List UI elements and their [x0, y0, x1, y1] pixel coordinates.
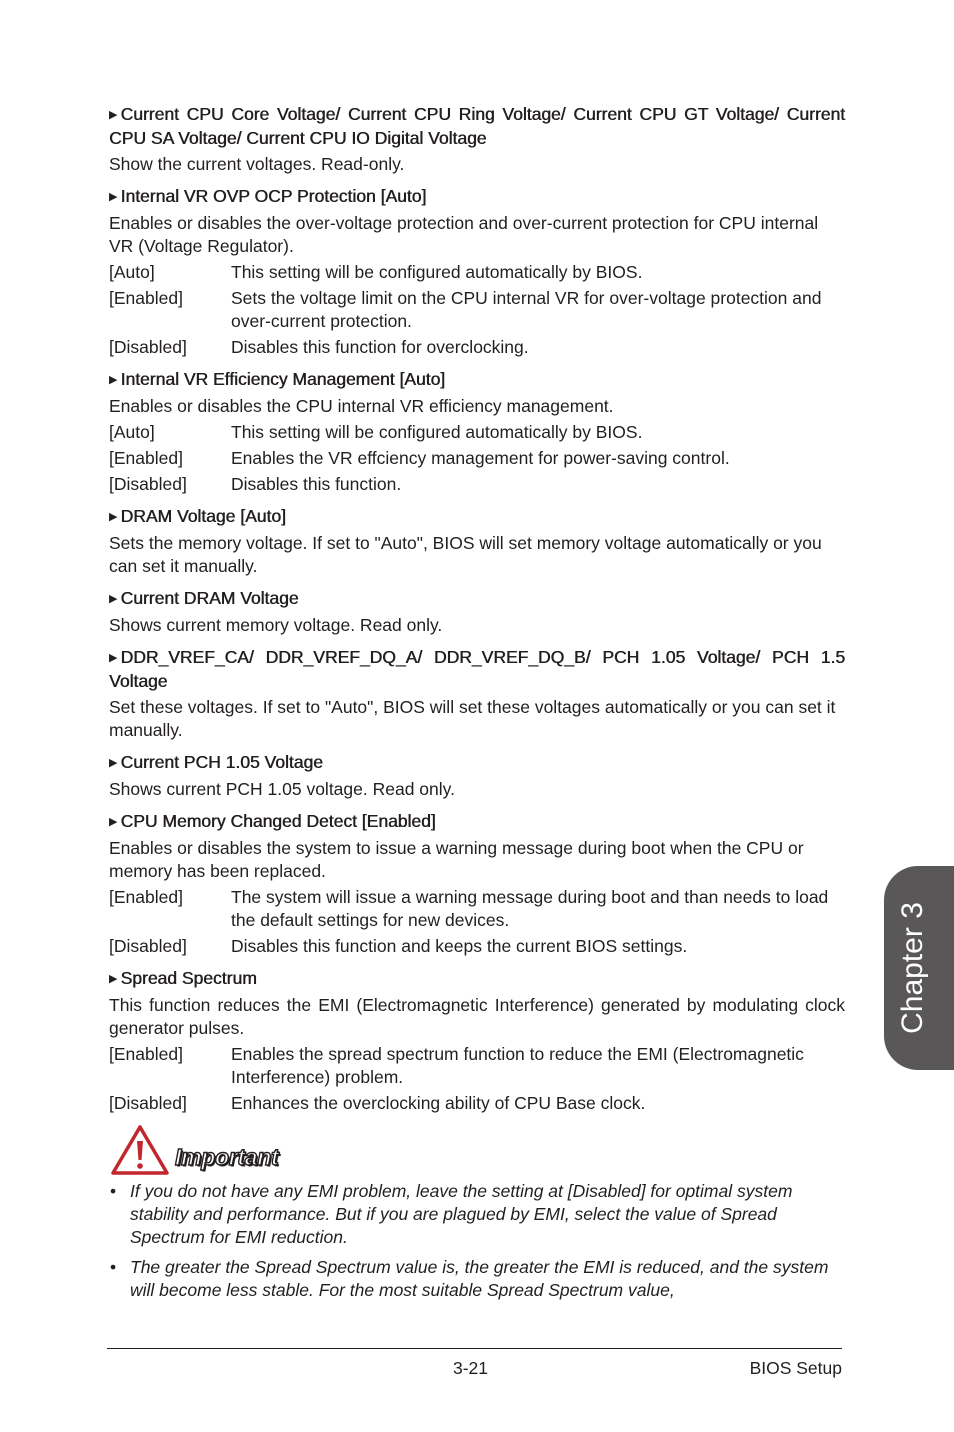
option-value: This setting will be configured automatically by BIOS.	[231, 262, 643, 282]
option-key: [Enabled]	[109, 1044, 183, 1064]
option-key: [Auto]	[109, 422, 155, 442]
option-row	[109, 287, 845, 333]
option-row	[109, 473, 845, 496]
bullet-dot-icon: •	[110, 1181, 117, 1201]
option-row	[109, 886, 845, 932]
option-row	[109, 336, 845, 359]
footer-section-title: BIOS Setup	[749, 1358, 842, 1378]
arrow-right-icon: ▶	[109, 816, 118, 828]
option-value: Disables this function for overclocking.	[231, 337, 529, 357]
section-heading: ▶ Current CPU Core Voltage/ Current CPU Ring Voltage/ Current CPU GT Voltage/ Current CPU SA Voltage/ Current CPU IO Digital Voltage	[109, 104, 845, 148]
option-key: [Enabled]	[109, 887, 183, 907]
section-description: This function reduces the EMI (Electromagnetic Interference) generated by modulating clock generator pulses.	[109, 995, 845, 1038]
arrow-right-icon: ▶	[109, 109, 118, 121]
option-value: Sets the voltage limit on the CPU internal VR for over-voltage protection and over-current protection.	[231, 288, 822, 331]
option-row	[109, 447, 845, 470]
option-value: Enables the spread spectrum function to reduce the EMI (Electromagnetic Interference) problem.	[231, 1044, 804, 1087]
warning-triangle-icon	[110, 1124, 170, 1176]
section-description: Show the current voltages. Read-only.	[109, 154, 405, 174]
arrow-right-icon: ▶	[109, 593, 118, 605]
important-title: Important	[175, 1144, 279, 1170]
section-description: Enables or disables the over-voltage protection and over-current protection for CPU internal VR (Voltage Regulator).	[109, 213, 819, 256]
section-description: Enables or disables the system to issue a warning message during boot when the CPU or memory has been replaced.	[109, 838, 804, 881]
section-cpu-memory-changed-detect	[109, 810, 845, 958]
section-dram-voltage	[109, 505, 845, 578]
section-description: Set these voltages. If set to "Auto", BIOS will set these voltages automatically or you can set it manually.	[109, 697, 836, 740]
option-key: [Enabled]	[109, 288, 183, 308]
important-callout	[109, 1124, 845, 1180]
option-row	[109, 935, 845, 958]
arrow-right-icon: ▶	[109, 652, 118, 664]
section-heading: ▶ Internal VR Efficiency Management [Auto]	[109, 368, 845, 392]
option-value: The system will issue a warning message during boot and than needs to load the default settings for new devices.	[231, 887, 829, 930]
arrow-right-icon: ▶	[109, 973, 118, 985]
section-heading: ▶ Current DRAM Voltage	[109, 587, 845, 611]
option-value: Disables this function and keeps the current BIOS settings.	[231, 936, 688, 956]
option-key: [Auto]	[109, 262, 155, 282]
section-heading: ▶ DDR_VREF_CA/ DDR_VREF_DQ_A/ DDR_VREF_DQ_B/ PCH 1.05 Voltage/ PCH 1.5 Voltage	[109, 647, 845, 691]
list-item: • If you do not have any EMI problem, leave the setting at [Disabled] for optimal system stability and performance. But if you are plagued by EMI, select the value of Spread Spectrum for EMI reduction.	[110, 1181, 793, 1247]
arrow-right-icon: ▶	[109, 191, 118, 203]
option-key: [Disabled]	[109, 1093, 187, 1113]
section-heading: ▶ Current PCH 1.05 Voltage	[109, 751, 845, 775]
arrow-right-icon: ▶	[109, 511, 118, 523]
option-row	[109, 421, 845, 444]
list-item: • The greater the Spread Spectrum value is, the greater the EMI is reduced, and the system will become less stable. For the most suitable Spread Spectrum value,	[110, 1257, 829, 1300]
option-row	[109, 1092, 845, 1115]
arrow-right-icon: ▶	[109, 374, 118, 386]
option-key: [Enabled]	[109, 448, 183, 468]
section-spread-spectrum	[109, 967, 845, 1115]
page-number: 3-21	[453, 1358, 489, 1378]
section-description: Shows current PCH 1.05 voltage. Read only.	[109, 779, 455, 799]
section-current-dram-voltage	[109, 587, 845, 637]
section-ddr-vref	[109, 646, 845, 742]
section-heading: ▶ DRAM Voltage [Auto]	[109, 505, 845, 529]
footer-divider	[107, 1348, 842, 1349]
section-description: Sets the memory voltage. If set to "Auto", BIOS will set memory voltage automatically or you can set it manually.	[109, 533, 822, 576]
option-key: [Disabled]	[109, 936, 187, 956]
chapter-tab	[884, 866, 954, 1070]
section-current-cpu-voltages	[109, 103, 845, 176]
arrow-right-icon: ▶	[109, 757, 118, 769]
option-value: This setting will be configured automatically by BIOS.	[231, 422, 643, 442]
chapter-tab-label: Chapter 3	[896, 902, 930, 1034]
option-value: Enables the VR effciency management for power-saving control.	[231, 448, 730, 468]
option-key: [Disabled]	[109, 337, 187, 357]
option-row	[109, 1043, 845, 1089]
option-row	[109, 261, 845, 284]
bullet-dot-icon: •	[110, 1257, 117, 1277]
page-content	[109, 103, 845, 1309]
section-internal-vr-ovp-ocp	[109, 185, 845, 359]
section-current-pch-voltage	[109, 751, 845, 801]
section-heading: ▶ Internal VR OVP OCP Protection [Auto]	[109, 185, 845, 209]
option-value: Disables this function.	[231, 474, 402, 494]
section-internal-vr-efficiency	[109, 368, 845, 496]
section-description: Enables or disables the CPU internal VR efficiency management.	[109, 396, 614, 416]
section-heading: ▶ CPU Memory Changed Detect [Enabled]	[109, 810, 845, 834]
section-heading: ▶ Spread Spectrum	[109, 967, 845, 991]
option-key: [Disabled]	[109, 474, 187, 494]
important-bullet-list	[109, 1180, 845, 1302]
section-description: Shows current memory voltage. Read only.	[109, 615, 443, 635]
option-value: Enhances the overclocking ability of CPU Base clock.	[231, 1093, 646, 1113]
